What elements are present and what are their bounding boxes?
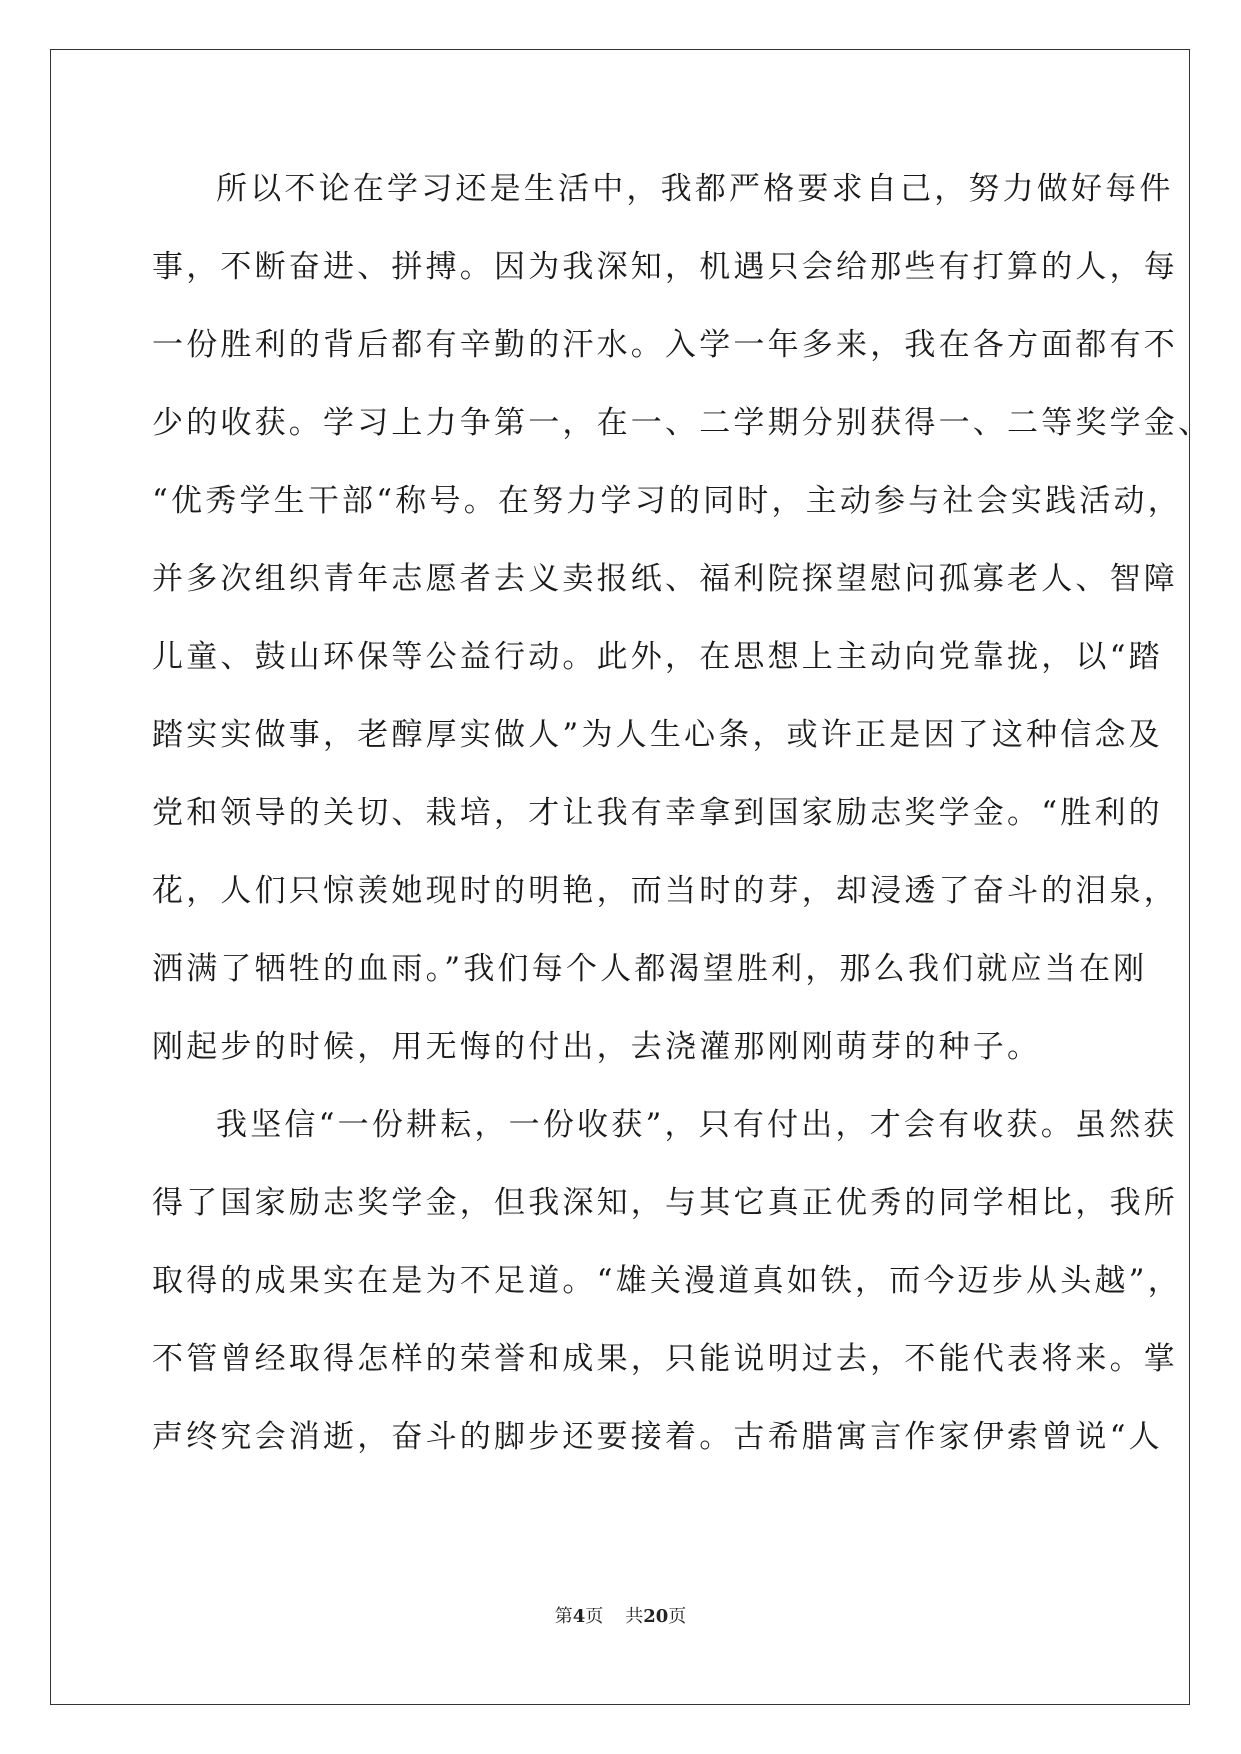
page-number: 4 bbox=[572, 1606, 586, 1627]
text-line: 我坚信“一份耕耘，一份收获”，只有付出，才会有收获。虽然获 bbox=[216, 1107, 1178, 1143]
page-footer bbox=[0, 1604, 1241, 1630]
text-line: 得了国家励志奖学金，但我深知，与其它真正优秀的同学相比，我所 bbox=[152, 1185, 1178, 1221]
document-body bbox=[152, 160, 1213, 1486]
text-line: 一份胜利的背后都有辛勤的汗水。入学一年多来，我在各方面都有不 bbox=[152, 327, 1178, 363]
text-line: “优秀学生干部“称号。在努力学习的同时，主动参与社会实践活动， bbox=[152, 483, 1182, 519]
text-line: 党和领导的关切、栽培，才让我有幸拿到国家励志奖学金。“胜利的 bbox=[152, 795, 1163, 831]
text-line: 并多次组织青年志愿者去义卖报纸、福利院探望慰问孤寡老人、智障 bbox=[152, 561, 1178, 597]
text-line: 刚起步的时候，用无悔的付出，去浇灌那刚刚萌芽的种子。 bbox=[152, 1029, 1042, 1065]
text-line: 少的收获。学习上力争第一，在一、二学期分别获得一、二等奖学金、 bbox=[152, 405, 1213, 441]
page-prefix: 第 bbox=[554, 1606, 573, 1627]
text-line: 儿童、鼓山环保等公益行动。此外，在思想上主动向党靠拢，以“踏 bbox=[152, 639, 1163, 675]
text-line: 事，不断奋进、拼搏。因为我深知，机遇只会给那些有打算的人，每 bbox=[152, 249, 1178, 285]
total-suffix: 页 bbox=[668, 1606, 687, 1627]
text-line: 洒满了牺牲的血雨。”我们每个人都渴望胜利，那么我们就应当在刚 bbox=[152, 951, 1148, 987]
paragraph-1 bbox=[152, 160, 1213, 1096]
total-pages: 20 bbox=[643, 1606, 669, 1627]
text-line: 花，人们只惊羡她现时的明艳，而当时的芽，却浸透了奋斗的泪泉， bbox=[152, 873, 1178, 909]
text-line: 取得的成果实在是为不足道。“雄关漫道真如铁，而今迈步从头越”， bbox=[152, 1263, 1182, 1299]
total-prefix: 共 bbox=[625, 1606, 644, 1627]
text-line: 踏实实做事，老醇厚实做人”为人生心条，或许正是因了这种信念及 bbox=[152, 717, 1163, 753]
paragraph-2 bbox=[152, 1096, 1182, 1486]
text-line: 所以不论在学习还是生活中，我都严格要求自己，努力做好每件 bbox=[216, 171, 1174, 207]
page-suffix: 页 bbox=[585, 1606, 604, 1627]
text-line: 声终究会消逝，奋斗的脚步还要接着。古希腊寓言作家伊索曾说“人 bbox=[152, 1419, 1163, 1455]
text-line: 不管曾经取得怎样的荣誉和成果，只能说明过去，不能代表将来。掌 bbox=[152, 1341, 1178, 1377]
